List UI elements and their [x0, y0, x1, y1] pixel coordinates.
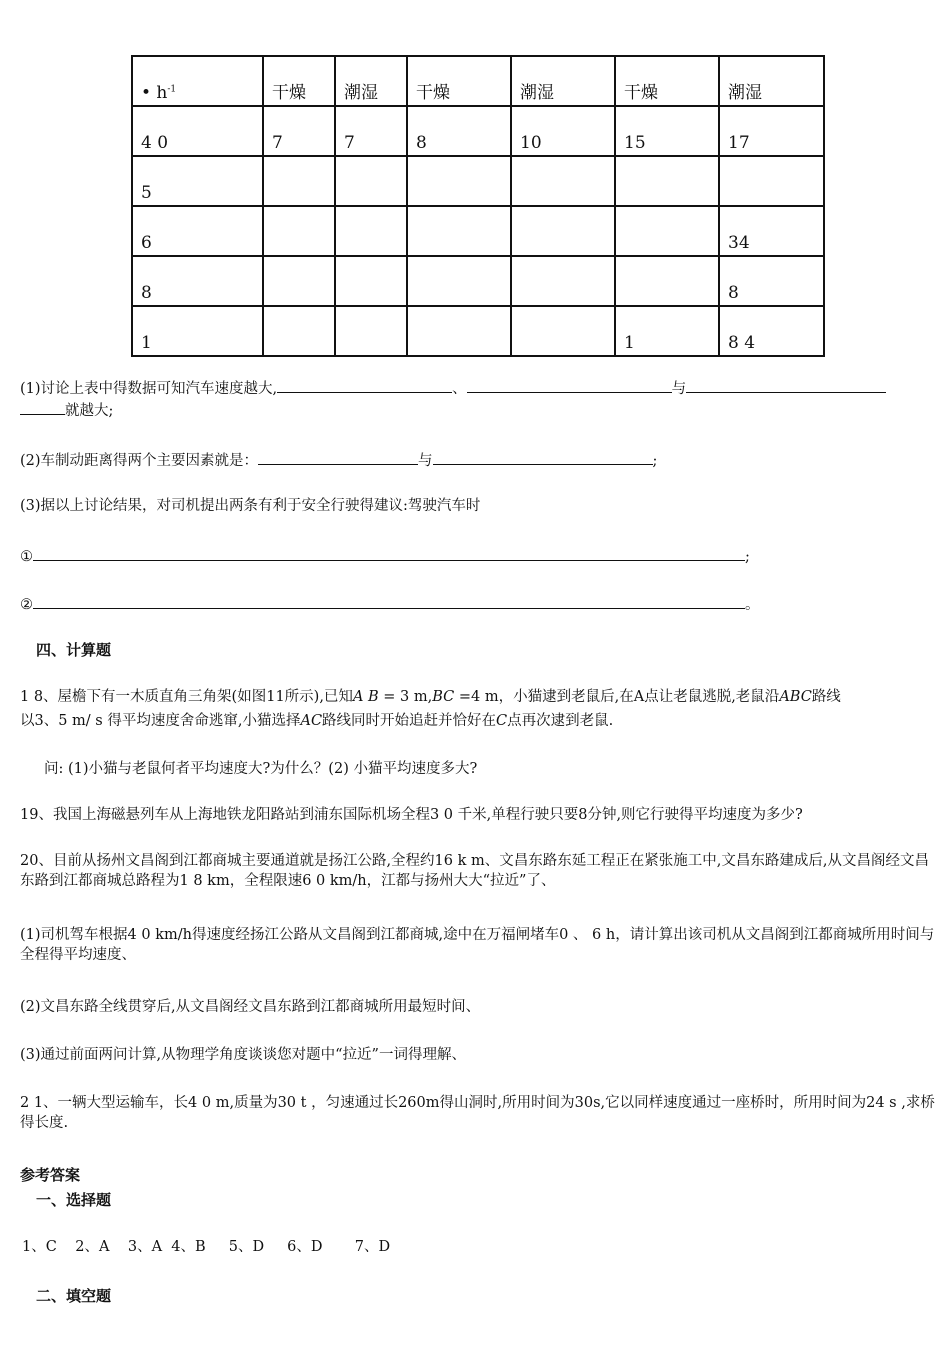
q19: 19、我国上海磁悬列车从上海地铁龙阳路站到浦东国际机场全程3 0 千米,单程行驶只要8分钟,则它行驶得平均速度为多少?: [20, 807, 803, 823]
table-header-cell: 潮湿: [719, 56, 824, 106]
table-cell: [615, 156, 719, 206]
table-cell: [263, 156, 335, 206]
q1c1-line: ① ;: [20, 546, 935, 568]
blank[interactable]: [33, 546, 745, 561]
table-cell: [335, 256, 407, 306]
q1a-line: (1)讨论上表中得数据可知汽车速度越大, 、 与: [20, 378, 935, 400]
blank[interactable]: [433, 450, 653, 465]
table-cell: 17: [719, 106, 824, 156]
table-row: [132, 106, 824, 156]
table-cell: [615, 206, 719, 256]
table-cell: 10: [511, 106, 615, 156]
table-cell: 7: [263, 106, 335, 156]
table-cell: 1: [132, 306, 263, 356]
q20-part3: (3)通过前面两问计算,从物理学角度谈谈您对题中“拉近”一词得理解、: [20, 1047, 466, 1063]
table-cell: [511, 306, 615, 356]
table-cell: [263, 206, 335, 256]
table-row: [132, 306, 824, 356]
table-cell: 4 0: [132, 106, 263, 156]
data-table: [131, 55, 825, 357]
table-row: [132, 256, 824, 306]
q20: 20、目前从扬州文昌阁到江都商城主要通道就是扬江公路,全程约16 k m、文昌东路东延工程正在紧张施工中,文昌东路建成后,从文昌阁经文昌东路到江都商城总路程为1 8 km，全程限速6 0 km/h，江都与扬州大大“拉近”了、: [20, 853, 929, 889]
table-cell: [407, 256, 511, 306]
q1a-line2: 就越大;: [20, 400, 935, 422]
table-row: [132, 156, 824, 206]
blank[interactable]: [258, 450, 418, 465]
table-cell: [615, 256, 719, 306]
blank[interactable]: [20, 400, 65, 415]
table-header-cell: 干燥: [407, 56, 511, 106]
table-cell: [407, 206, 511, 256]
table-cell: 5: [132, 156, 263, 206]
table-row: [132, 206, 824, 256]
q18-line1: 1 8、屋檐下有一木质直角三角架(如图11所示),已知A B = 3 m,BC =4 m，小猫逮到老鼠后,在A点让老鼠逃脱,老鼠沿ABC路线: [20, 689, 841, 705]
table-cell: 8: [407, 106, 511, 156]
table-cell: [511, 206, 615, 256]
answers-choices: 1、C 2、A 3、A 4、B 5、D 6、D 7、D: [22, 1239, 391, 1255]
table-header-cell: 干燥: [263, 56, 335, 106]
q20-part2: (2)文昌东路全线贯穿后,从文昌阁经文昌东路到江都商城所用最短时间、: [20, 999, 481, 1015]
table-cell: [511, 256, 615, 306]
blank[interactable]: [686, 378, 886, 393]
table-cell: 15: [615, 106, 719, 156]
table-header-cell: 干燥: [615, 56, 719, 106]
answers-section1: 一、选择题: [36, 1191, 112, 1209]
q18-line2: 以3、5 m/ s 得平均速度舍命逃窜,小猫选择AC路线同时开始追赶并恰好在C点再次逮到老鼠.: [20, 713, 614, 729]
table-cell: 7: [335, 106, 407, 156]
table-cell: [511, 156, 615, 206]
table-header-cell: • $h^{-1}$: [132, 56, 263, 106]
table-header-cell: 潮湿: [511, 56, 615, 106]
table-header-row: [132, 56, 824, 106]
table-cell: [335, 306, 407, 356]
table-cell: [263, 256, 335, 306]
table-cell: [335, 156, 407, 206]
q1c-line: (3)据以上讨论结果，对司机提出两条有利于安全行驶得建议:驾驶汽车时: [20, 498, 481, 514]
q18-ask: 问: (1)小猫与老鼠何者平均速度大?为什么？(2) 小猫平均速度多大?: [44, 761, 478, 777]
table-cell: 34: [719, 206, 824, 256]
q1c2-line: ② 。: [20, 594, 935, 616]
q20-part1: (1)司机驾车根据4 0 km/h得速度经扬江公路从文昌阁到江都商城,途中在万福闸堵车0 、 6 h，请计算出该司机从文昌阁到江都商城所用时间与全程得平均速度、: [20, 927, 935, 963]
blank[interactable]: [467, 378, 672, 393]
table-cell: 8: [719, 256, 824, 306]
table-cell: [407, 306, 511, 356]
answers-title: 参考答案: [20, 1166, 81, 1184]
blank[interactable]: [33, 594, 745, 609]
table-cell: 1: [615, 306, 719, 356]
table-cell: 8 4: [719, 306, 824, 356]
table-cell: [719, 156, 824, 206]
table-cell: [335, 206, 407, 256]
answers-section2: 二、填空题: [36, 1287, 112, 1305]
table-cell: 6: [132, 206, 263, 256]
section-title: 四、计算题: [36, 641, 112, 659]
table-cell: 8: [132, 256, 263, 306]
table-cell: [263, 306, 335, 356]
q21: 2 1、一辆大型运输车，长4 0 m,质量为30 t ，匀速通过长260m得山洞时,所用时间为30s,它以同样速度通过一座桥时，所用时间为24 s ,求桥得长度.: [20, 1095, 935, 1131]
table-header-cell: 潮湿: [335, 56, 407, 106]
q1b-line: (2)车制动距离得两个主要因素就是： 与 ;: [20, 450, 935, 472]
blank[interactable]: [277, 378, 452, 393]
table-cell: [407, 156, 511, 206]
